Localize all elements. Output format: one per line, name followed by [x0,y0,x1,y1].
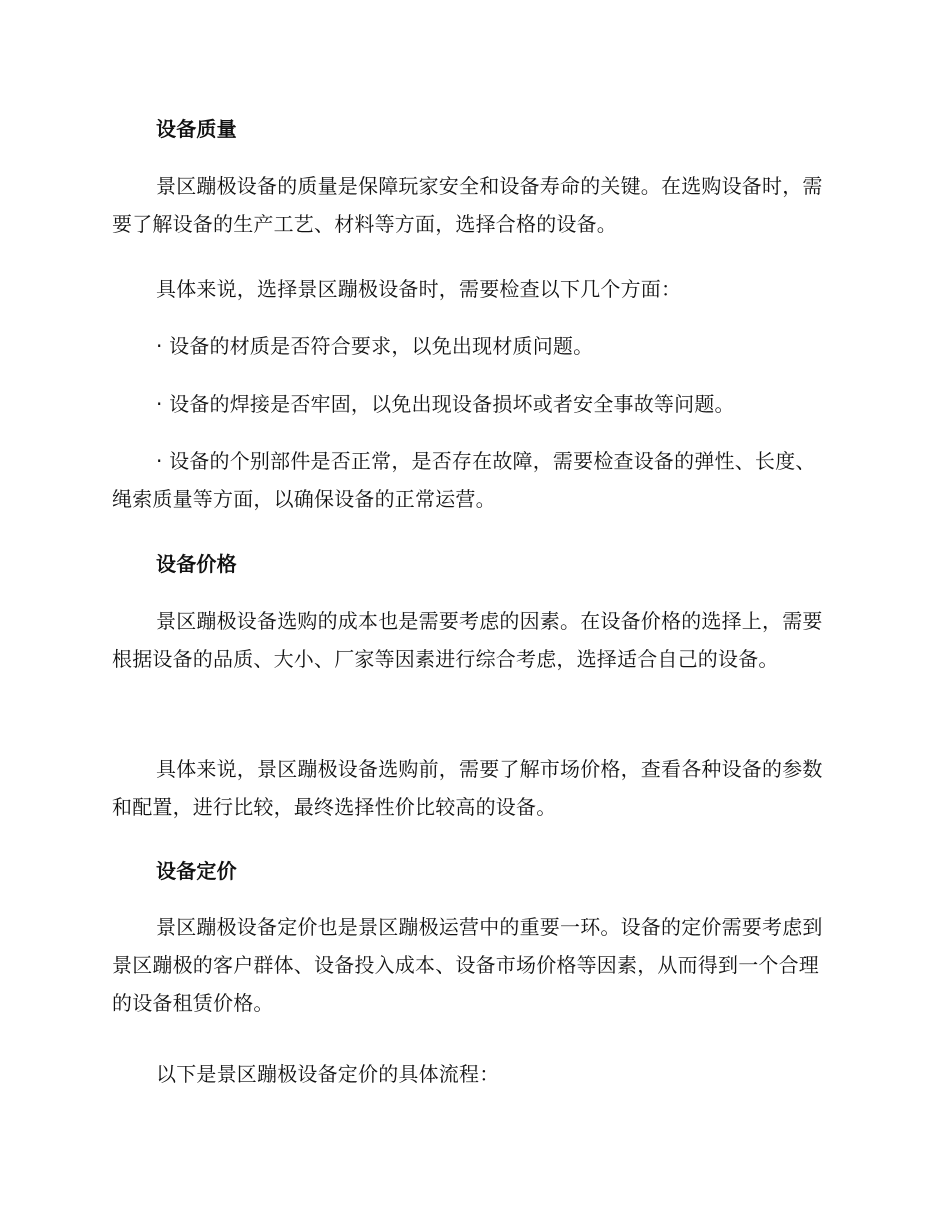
price-paragraph-1: 景区蹦极设备选购的成本也是需要考虑的因素。在设备价格的选择上，需要根据设备的品质、大小、厂家等因素进行综合考虑，选择适合自己的设备。 [112,609,823,671]
quality-bullet-2: · 设备的焊接是否牢固，以免出现设备损坏或者安全事故等问题。 [156,392,735,416]
section-heading-quality: 设备质量 [156,117,237,141]
price-paragraph-2: 具体来说，景区蹦极设备选购前，需要了解市场价格，查看各种设备的参数和配置，进行比较，最终选择性价比较高的设备。 [112,757,823,819]
section-heading-price: 设备价格 [156,552,237,576]
pricing-paragraph-1: 景区蹦极设备定价也是景区蹦极运营中的重要一环。设备的定价需要考虑到景区蹦极的客户群体、设备投入成本、设备市场价格等因素，从而得到一个合理的设备租赁价格。 [112,915,823,1015]
quality-bullet-3: · 设备的个别部件是否正常，是否存在故障，需要检查设备的弹性、长度、绳索质量等方面，以确保设备的正常运营。 [112,449,816,511]
quality-paragraph-2: 具体来说，选择景区蹦极设备时，需要检查以下几个方面： [156,277,682,301]
section-heading-pricing: 设备定价 [156,859,237,883]
quality-paragraph-1: 景区蹦极设备的质量是保障玩家安全和设备寿命的关键。在选购设备时，需要了解设备的生产工艺、材料等方面，选择合格的设备。 [112,174,823,236]
quality-bullet-1: · 设备的材质是否符合要求，以免出现材质问题。 [156,334,594,358]
pricing-paragraph-2: 以下是景区蹦极设备定价的具体流程： [156,1062,500,1086]
